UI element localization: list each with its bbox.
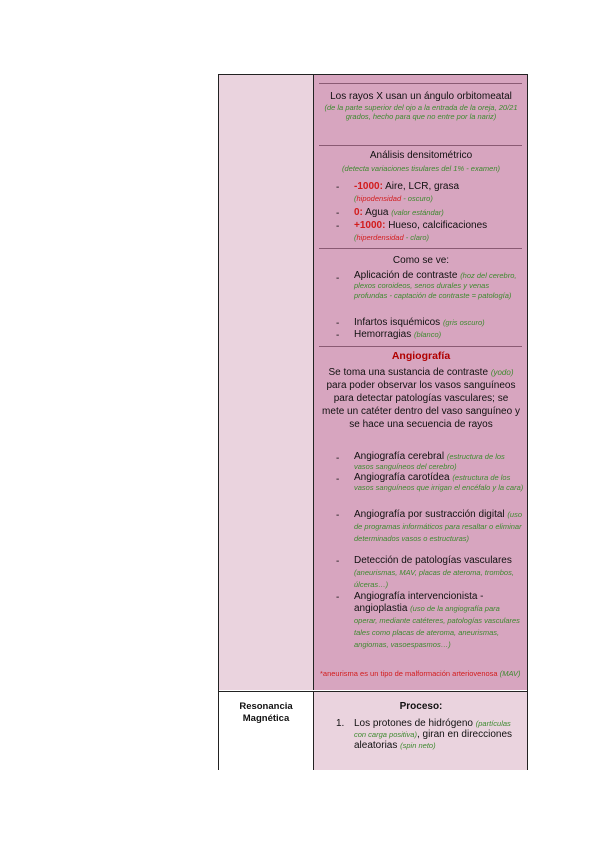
list-item-note: (hoz del cerebro, plexos coroideos, senos durales y venas profundas - captación de contraste = patología)	[354, 271, 517, 300]
list-item-text: Angiografía intervencionista - angioplastia	[354, 591, 484, 614]
intro-note: (de la parte superior del ojo a la entrada de la oreja, 20/21 grados, hecho para que no entre por la nariz)	[324, 103, 518, 121]
list-item-note: (estructura de los vasos sanguíneos que irrigan el encéfalo y la cara)	[354, 473, 524, 492]
density-value: 0:	[354, 207, 363, 218]
list-item-note: (uso de la angiografía para operar, mediante catéteres, patologías vasculares tales como placas de ateroma, aneurismas, angiomas, vasoespasmos…)	[354, 604, 520, 649]
density-text: Hueso, calcificaciones	[388, 220, 488, 231]
list-item-note: (blanco)	[414, 330, 442, 339]
desc-part-2: para poder observar los vasos sanguíneos para detectar patologías vasculares; se mete un catéter dentro del vaso sanguíneo y se hace una secuencia de rayos	[322, 380, 520, 430]
desc-part-1: Se toma una sustancia de contraste	[328, 367, 489, 378]
list-bullet: -	[336, 592, 340, 603]
list-item	[354, 509, 524, 545]
density-text: Agua	[365, 207, 389, 218]
divider	[319, 248, 522, 249]
divider	[319, 83, 522, 84]
list-bullet: -	[336, 510, 340, 521]
density-text: Aire, LCR, grasa	[385, 181, 460, 192]
divider	[319, 145, 522, 146]
density-note: (valor estándar)	[391, 208, 444, 217]
list-item-note: (estructura de los vasos sanguíneos del cerebro)	[354, 452, 505, 471]
resonancia-label: Resonancia Magnética	[239, 701, 293, 724]
density-note: (hiperdensidad - claro)	[354, 233, 430, 242]
list-item	[354, 207, 524, 219]
list-bullet: -	[336, 273, 340, 284]
intro-text: Los rayos X usan un ángulo orbitomeatal	[330, 91, 512, 102]
angiografia-description	[322, 366, 520, 431]
left-label-cell	[219, 75, 314, 690]
como-se-ve-title: Como se ve:	[392, 255, 450, 266]
left-label-cell	[219, 692, 314, 770]
table-row-resonancia	[219, 691, 527, 770]
list-bullet: -	[336, 453, 340, 464]
density-value: +1000:	[354, 220, 386, 231]
footnote-note: (MAV)	[499, 669, 521, 678]
list-bullet: -	[336, 474, 340, 485]
notes-table	[218, 74, 528, 770]
step-number: 1.	[336, 718, 345, 729]
densitometric-title: Análisis densitométrico	[369, 150, 473, 161]
desc-note: (yodo)	[490, 368, 514, 377]
list-bullet: -	[336, 208, 340, 219]
list-item-text: Aplicación de contraste	[354, 270, 458, 281]
list-item-text: Detección de patologías vasculares	[354, 555, 512, 566]
list-item	[354, 329, 524, 341]
density-note: (hipodensidad - oscuro)	[354, 194, 433, 203]
density-note-red: hiperdensidad	[356, 233, 404, 242]
divider	[319, 346, 522, 347]
list-bullet: -	[336, 330, 340, 341]
list-item	[354, 555, 524, 591]
density-note-red: hipodensidad	[356, 194, 402, 203]
list-item	[354, 220, 524, 232]
list-item-text: Angiografía carotídea	[354, 472, 450, 483]
step-text-part: , giran en direcciones aleatorias	[354, 729, 513, 751]
density-note-rest: - oscuro	[401, 194, 431, 203]
footnote-text: *aneurisma es un tipo de malformación arteriovenosa	[320, 669, 498, 678]
content-cell	[314, 692, 527, 770]
list-item	[354, 452, 524, 472]
proceso-title: Proceso:	[399, 701, 443, 712]
list-bullet: -	[336, 556, 340, 567]
footnote	[320, 669, 524, 678]
list-item	[354, 473, 524, 493]
list-item	[354, 591, 524, 651]
list-item-text: Angiografía por sustracción digital	[354, 509, 505, 520]
step-text	[354, 718, 524, 751]
list-item	[354, 317, 524, 329]
density-note-rest: - claro	[403, 233, 427, 242]
list-item-text: Angiografía cerebral	[354, 451, 445, 462]
list-item-note: (aneurismas, MAV, placas de ateroma, trombos, úlceras…)	[354, 568, 514, 589]
list-item-note: (gris oscuro)	[442, 318, 485, 327]
step-text-part: Los protones de hidrógeno	[354, 718, 473, 729]
content-cell	[314, 75, 527, 690]
table-row-rayos-x	[219, 75, 527, 690]
list-item-text: Hemorragias	[354, 329, 412, 340]
step-note: (spin neto)	[400, 741, 436, 750]
list-item-text: Infartos isquémicos	[354, 317, 441, 328]
step-note: (partículas con carga positiva)	[354, 719, 511, 739]
density-value: -1000:	[354, 181, 383, 192]
list-bullet: -	[336, 182, 340, 193]
densitometric-note: (detecta variaciones tisulares del 1% - examen)	[342, 164, 500, 173]
list-item-note: (uso de programas informáticos para resaltar o eliminar determinados vasos o estructuras)	[354, 510, 523, 543]
angiografia-title: Angiografía	[391, 350, 451, 362]
list-item	[354, 181, 524, 193]
list-item	[354, 271, 524, 301]
list-bullet: -	[336, 221, 340, 232]
list-bullet: -	[336, 318, 340, 329]
